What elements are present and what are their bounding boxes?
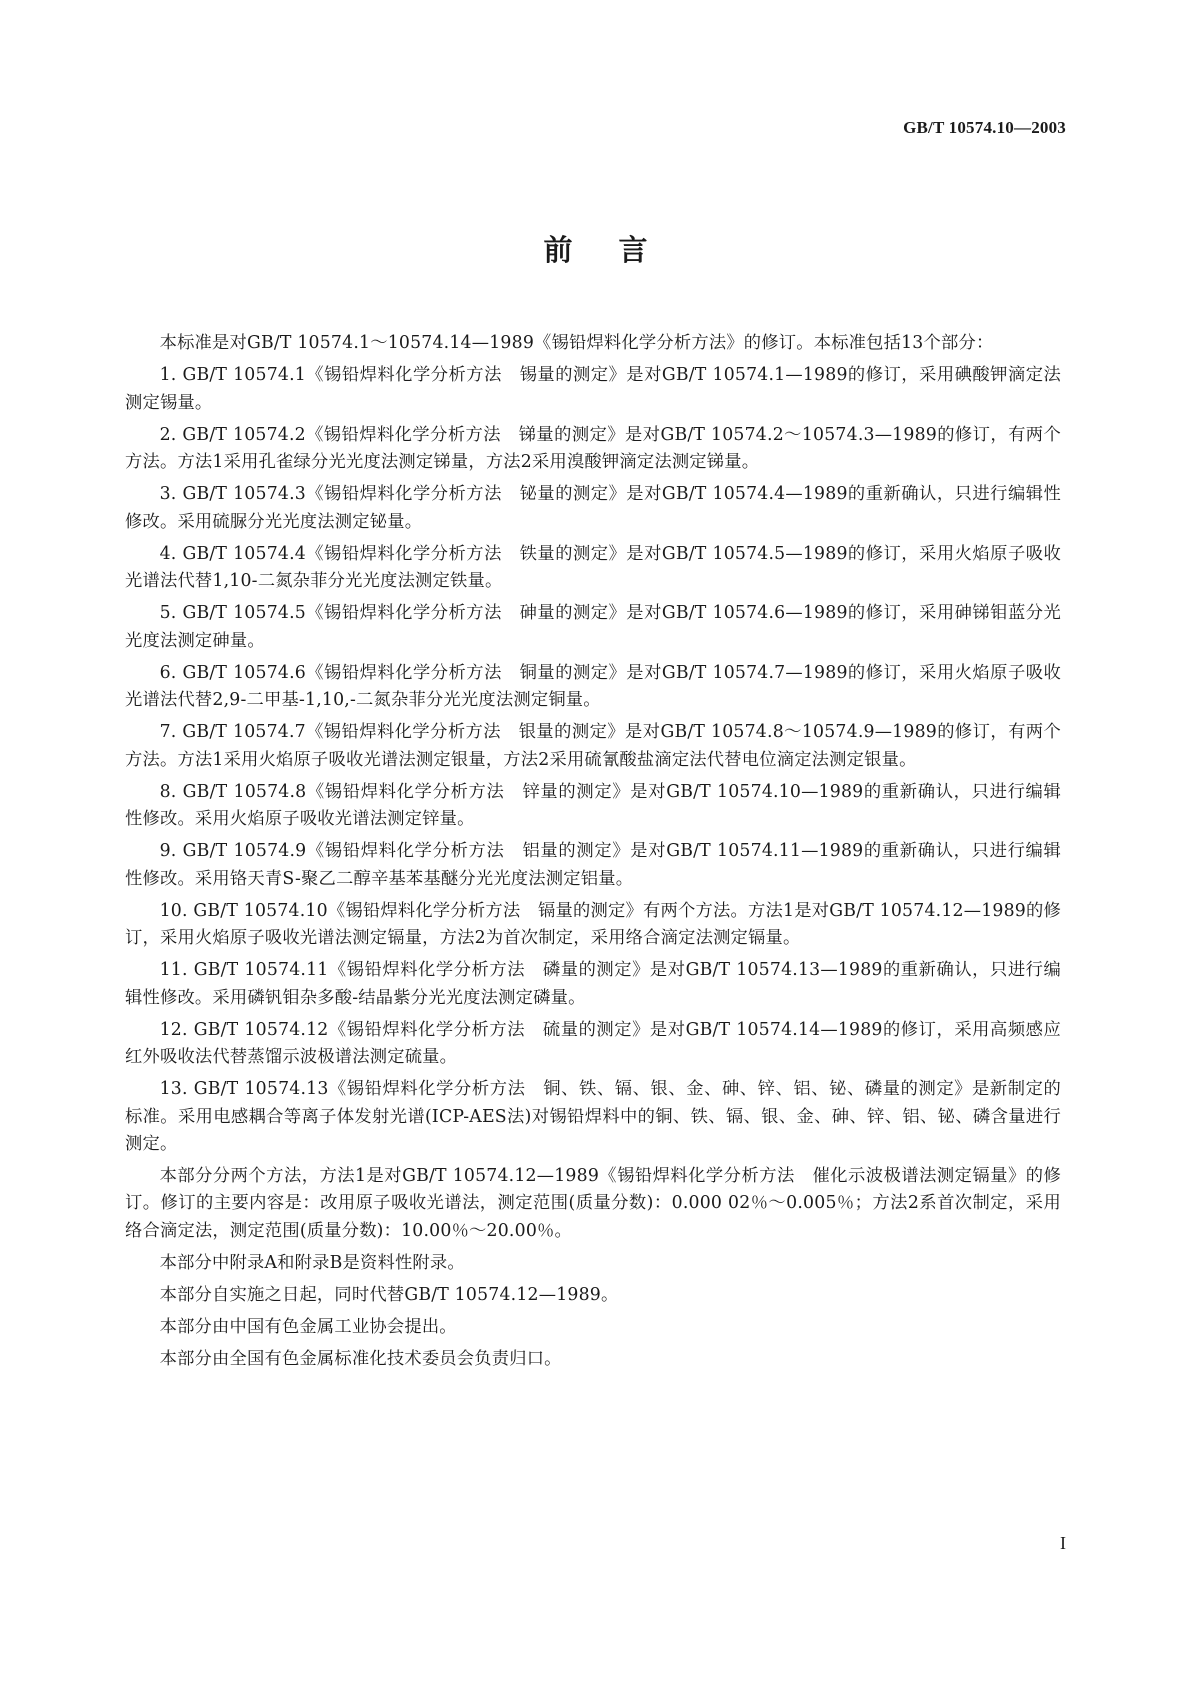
list-item: 7. GB/T 10574.7《锡铅焊料化学分析方法 银量的测定》是对GB/T 10574.8～10574.9—1989的修订，有两个方法。方法1采用火焰原子吸收光谱法测定银量，方法2采用硫氰酸盐滴定法代替电位滴定法测定银量。 bbox=[125, 722, 1061, 770]
list-item: 3. GB/T 10574.3《锡铅焊料化学分析方法 铋量的测定》是对GB/T 10574.4—1989的重新确认，只进行编辑性修改。采用硫脲分光光度法测定铋量。 bbox=[125, 484, 1061, 532]
page-number: I bbox=[1060, 1533, 1066, 1553]
annex-paragraph: 本部分中附录A和附录B是资料性附录。 bbox=[159, 1252, 465, 1273]
document-body bbox=[125, 330, 1061, 1378]
replacement-paragraph: 本部分自实施之日起，同时代替GB/T 10574.12—1989。 bbox=[159, 1285, 619, 1305]
list-item: 4. GB/T 10574.4《锡铅焊料化学分析方法 铁量的测定》是对GB/T 10574.5—1989的修订，采用火焰原子吸收光谱法代替1,10-二氮杂菲分光光度法测定铁量。 bbox=[125, 543, 1061, 591]
list-item: 12. GB/T 10574.12《锡铅焊料化学分析方法 硫量的测定》是对GB/T 10574.14—1989的修订，采用高频感应红外吸收法代替蒸馏示波极谱法测定硫量。 bbox=[125, 1019, 1061, 1067]
committee-paragraph: 本部分由全国有色金属标准化技术委员会负责归口。 bbox=[159, 1349, 562, 1370]
list-item: 11. GB/T 10574.11《锡铅焊料化学分析方法 磷量的测定》是对GB/T 10574.13—1989的重新确认，只进行编辑性修改。采用磷钒钼杂多酸-结晶紫分光光度法测定磷量。 bbox=[125, 960, 1061, 1008]
list-item: 2. GB/T 10574.2《锡铅焊料化学分析方法 锑量的测定》是对GB/T 10574.2～10574.3—1989的修订，有两个方法。方法1采用孔雀绿分光光度法测定锑量，方法2采用溴酸钾滴定法测定锑量。 bbox=[125, 424, 1061, 472]
list-item: 5. GB/T 10574.5《锡铅焊料化学分析方法 砷量的测定》是对GB/T 10574.6—1989的修订，采用砷锑钼蓝分光光度法测定砷量。 bbox=[125, 603, 1061, 651]
revision-paragraph: 本部分分两个方法，方法1是对GB/T 10574.12—1989《锡铅焊料化学分析方法 催化示波极谱法测定镉量》的修订。修订的主要内容是：改用原子吸收光谱法，测定范围(质量分数)：0.000 02％～0.005％；方法2系首次制定，采用络合滴定法，测定范围(质量分数)：10.00％～20.00％。 bbox=[125, 1166, 1061, 1241]
intro-paragraph: 本标准是对GB/T 10574.1～10574.14—1989《锡铅焊料化学分析方法》的修订。本标准包括13个部分： bbox=[159, 333, 994, 353]
list-item: 13. GB/T 10574.13《锡铅焊料化学分析方法 铜、铁、镉、银、金、砷、锌、铝、铋、磷量的测定》是新制定的标准。采用电感耦合等离子体发射光谱(ICP-AES法)对锡铅焊料中的铜、铁、镉、银、金、砷、锌、铝、铋、磷含量进行测定。 bbox=[125, 1079, 1061, 1154]
proposer-paragraph: 本部分由中国有色金属工业协会提出。 bbox=[159, 1317, 457, 1338]
list-item: 9. GB/T 10574.9《锡铅焊料化学分析方法 铝量的测定》是对GB/T 10574.11—1989的重新确认，只进行编辑性修改。采用铬天青S-聚乙二醇辛基苯基醚分光光度法测定铝量。 bbox=[125, 841, 1061, 889]
list-item: 6. GB/T 10574.6《锡铅焊料化学分析方法 铜量的测定》是对GB/T 10574.7—1989的修订，采用火焰原子吸收光谱法代替2,9-二甲基-1,10,-二氮杂菲分光光度法测定铜量。 bbox=[125, 662, 1061, 710]
list-item: 1. GB/T 10574.1《锡铅焊料化学分析方法 锡量的测定》是对GB/T 10574.1—1989的修订，采用碘酸钾滴定法测定锡量。 bbox=[125, 365, 1061, 413]
list-item: 10. GB/T 10574.10《锡铅焊料化学分析方法 镉量的测定》有两个方法。方法1是对GB/T 10574.12—1989的修订，采用火焰原子吸收光谱法测定镉量，方法2为首次制定，采用络合滴定法测定镉量。 bbox=[125, 900, 1061, 948]
standard-code: GB/T 10574.10—2003 bbox=[903, 118, 1066, 137]
page-title: 前言 bbox=[543, 233, 694, 267]
list-item: 8. GB/T 10574.8《锡铅焊料化学分析方法 锌量的测定》是对GB/T 10574.10—1989的重新确认，只进行编辑性修改。采用火焰原子吸收光谱法测定锌量。 bbox=[125, 781, 1061, 829]
